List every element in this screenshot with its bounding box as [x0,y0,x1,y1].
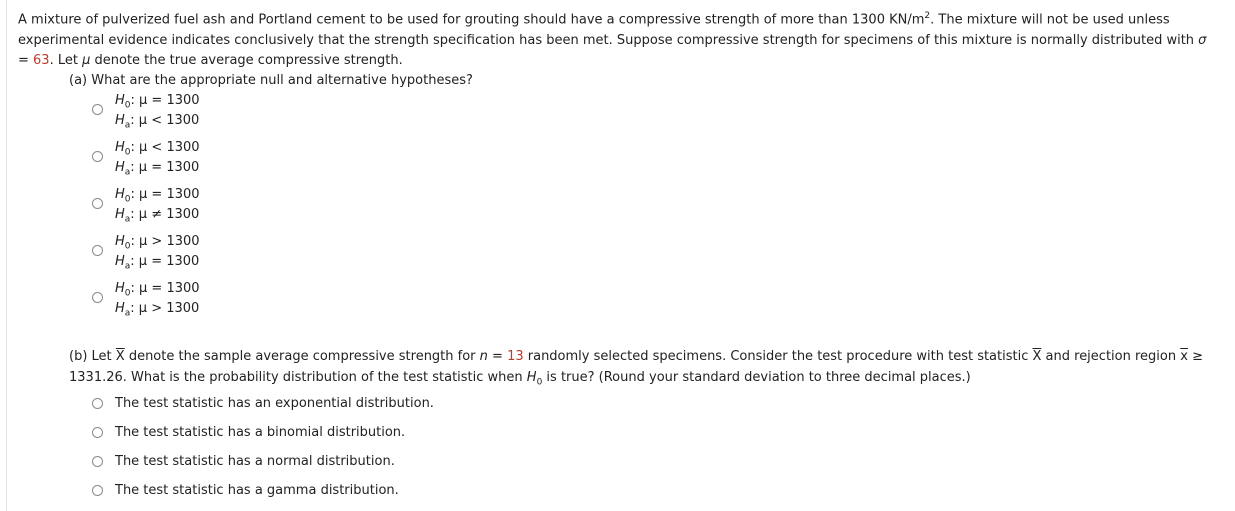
intro-text-3: . Let [49,53,83,69]
sigma-symbol: σ = [18,32,1207,69]
null-hypothesis: $H_0$: μ < 1300 [115,140,200,158]
strength-unit: KN/m [889,12,925,28]
alternative-hypothesis: $H_a$: μ > 1300 [115,301,200,319]
null-hypothesis: $H_0$: μ = 1300 [115,187,200,205]
intro-text-2: . The mixture will not be used unless experimental evidence indicates conclusively that the strength specification has been met. Suppose compressive strength for specimens of this mixture is normally distributed with [18,12,1199,48]
radio-button[interactable] [92,292,103,303]
mu-symbol: μ [82,53,91,69]
xbar-lower-symbol: $\overline{x}$ [1180,349,1188,364]
alternative-hypothesis: $H_a$: μ ≠ 1300 [115,207,200,225]
null-hypothesis: $H_0$: μ = 1300 [115,281,200,299]
radio-button[interactable] [92,104,103,115]
option-label: The test statistic has an exponential distribution. [115,396,434,411]
sigma-value: 63 [33,53,50,69]
h0-symbol: H [526,369,537,385]
null-hypothesis: $H_0$: μ > 1300 [115,234,200,252]
n-symbol: n [479,349,488,364]
xbar-symbol-2: $\overline{X}$ [1032,349,1042,364]
part-a-question: (a) What are the appropriate null and alternative hypotheses? [69,73,473,88]
intro-paragraph [18,6,1218,72]
part-b-question: (b) Let $\overline{X}$ denote the sample average compressive strength for n = 13 randomly selected specimens. Consider the test procedure with test statistic $\overline{X}$ and rejection region $\overline{x} \ge 1331.26$. What is the probability distribution of the test statistic when $H_0$ is true? (Round your standard deviation to three decimal places.) [69,349,1203,388]
radio-button[interactable] [92,427,103,438]
null-hypothesis: $H_0$: μ = 1300 [115,93,200,111]
radio-button[interactable] [92,198,103,209]
unit-exponent: 2 [924,11,931,21]
alternative-hypothesis: $H_a$: μ = 1300 [115,254,200,272]
alternative-hypothesis: $H_a$: μ < 1300 [115,113,200,131]
option-label: The test statistic has a binomial distribution. [115,425,406,440]
radio-button[interactable] [92,398,103,409]
intro-text-4: denote the true average compressive strength. [90,53,403,69]
alternative-hypothesis: $H_a$: μ = 1300 [115,160,200,178]
strength-value: 1300 [851,12,885,28]
xbar-symbol: $\overline{X}$ [115,349,125,364]
radio-button[interactable] [92,485,103,496]
intro-text-1: A mixture of pulverized fuel ash and Portland cement to be used for grouting should have a compressive strength of more than [18,12,852,28]
option-label: The test statistic has a normal distribution. [115,454,395,469]
radio-button[interactable] [92,245,103,256]
option-label: The test statistic has a gamma distribution. [115,483,399,498]
radio-button[interactable] [92,456,103,467]
n-value: 13 [507,349,524,364]
radio-button[interactable] [92,151,103,162]
